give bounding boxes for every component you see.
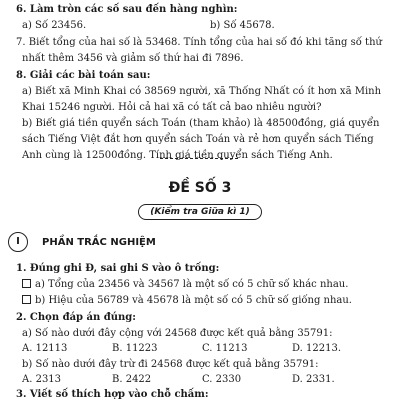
q8-a-line-2: Khai 15246 người. Hỏi cả hai xã có tất cả bao nhiêu người? <box>22 102 322 113</box>
section-title: PHẦN TRẮC NGHIỆM <box>42 237 156 248</box>
p2-a-option-d: D. 12213. <box>292 343 342 354</box>
p2-a-option-a: A. 12113 <box>22 343 68 354</box>
p2-b-option-c: C. 2330 <box>202 374 242 385</box>
q6-title: 6. Làm tròn các số sau đến hàng nghìn: <box>16 4 238 15</box>
p2-a-option-b: B. 11223 <box>112 343 158 354</box>
answer-checkbox-a[interactable] <box>22 279 31 288</box>
p2-b-option-b: B. 2422 <box>112 374 152 385</box>
p1-item-a-text: a) Tổng của 23456 và 34567 là một số có 5 chữ số khác nhau. <box>35 279 349 290</box>
section-divider <box>160 158 238 159</box>
q6-option-b: b) Số 45678. <box>210 20 275 31</box>
q6-option-a: a) Số 23456. <box>22 20 87 31</box>
q8-b-line-2: sách Tiếng Việt đắt hơn quyển sách Toán và rẻ hơn quyển sách Tiếng <box>22 134 374 145</box>
p2-a-question: a) Số nào dưới đây cộng với 24568 được kết quả bằng 35791: <box>22 328 333 339</box>
q8-title: 8. Giải các bài toán sau: <box>16 70 151 81</box>
p2-b-option-d: D. 2331. <box>292 374 335 385</box>
section-number-badge: I <box>8 232 28 252</box>
p2-a-option-c: C. 11213 <box>202 343 248 354</box>
p3-title: 3. Viết số thích hợp vào chỗ chấm: <box>16 389 209 400</box>
q8-b-line-3: Anh cùng là 12500đồng. Tính giá tiền quyển sách Tiếng Anh. <box>22 150 333 161</box>
p2-b-question: b) Số nào dưới đây trừ đi 24568 được kết quả bằng 35791: <box>22 359 319 370</box>
q8-a-line-1: a) Biết xã Minh Khai có 38569 người, xã Thống Nhất có ít hơn xã Minh <box>22 86 382 97</box>
q7-line-2: nhất thêm 3456 và giảm số thứ hai đi 7896. <box>22 53 244 64</box>
p2-title: 2. Chọn đáp án đúng: <box>16 312 136 323</box>
q8-b-line-1: b) Biết giá tiền quyển sách Toán (tham khảo) là 48500đồng, giá quyển <box>22 118 380 129</box>
p2-b-option-a: A. 2313 <box>22 374 62 385</box>
p1-title: 1. Đúng ghi Đ, sai ghi S vào ô trống: <box>16 263 220 274</box>
exam-title: ĐỀ SỐ 3 <box>168 180 232 196</box>
p1-item-a <box>22 278 348 291</box>
answer-checkbox-b[interactable] <box>22 295 31 304</box>
p1-item-b <box>22 294 352 307</box>
p1-item-b-text: b) Hiệu của 56789 và 45678 là một số có 5 chữ số giống nhau. <box>35 295 352 306</box>
q7-line-1: 7. Biết tổng của hai số là 53468. Tính tổng của hai số đó khi tăng số thứ <box>16 37 382 48</box>
exam-subtitle: (Kiểm tra Giữa kì 1) <box>138 204 262 220</box>
